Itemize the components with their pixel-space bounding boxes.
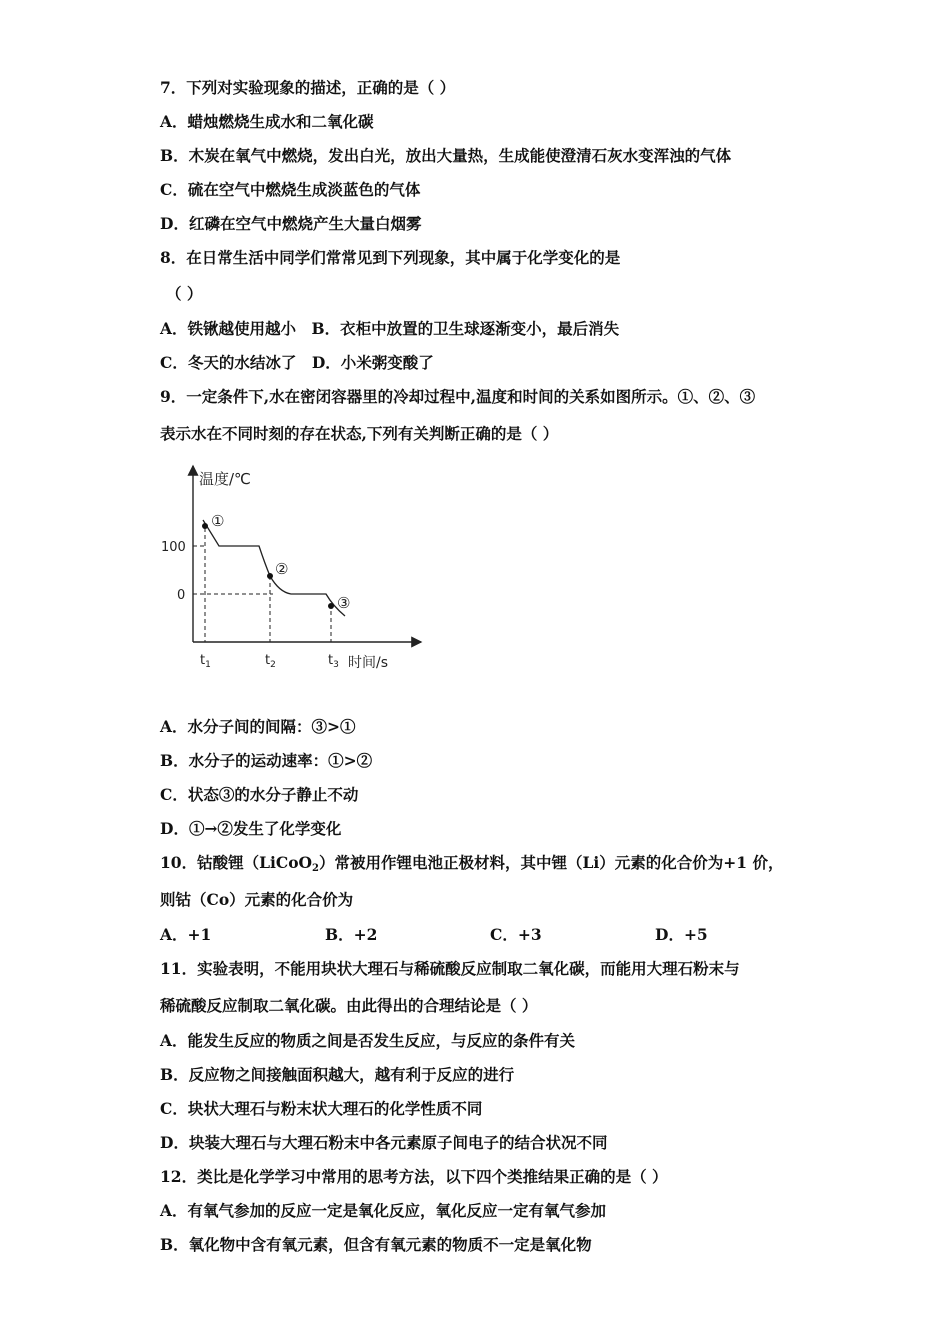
q12-stem: 12．类比是化学学习中常用的思考方法，以下四个类推结果正确的是（ ） [160,1167,668,1186]
point-3 [328,603,334,609]
y-tick-100: 100 [161,540,186,555]
point-label-3: ③ [337,594,351,612]
q11-option-c: C．块状大理石与粉末状大理石的化学性质不同 [160,1099,483,1118]
q9-option-d: D．①→②发生了化学变化 [160,819,342,838]
q12-option-a: A．有氧气参加的反应一定是氧化反应，氧化反应一定有氧气参加 [160,1201,607,1220]
q7-option-d: D．红磷在空气中燃烧产生大量白烟雾 [160,214,422,233]
q11-option-a: A．能发生反应的物质之间是否发生反应，与反应的条件有关 [160,1031,576,1050]
x-tick-t1: $t_1$ [200,653,211,670]
point-2 [267,573,273,579]
q9-option-a: A．水分子间的间隔：③>① [160,717,356,736]
temperature-time-chart [155,460,435,675]
q10-option-d: D．+5 [655,925,708,944]
q8-option-cd: C．冬天的水结冰了 D．小米粥变酸了 [160,353,434,372]
q11-option-d: D．块装大理石与大理石粉末中各元素原子间电子的结合状况不同 [160,1133,608,1152]
q7-option-a: A．蜡烛燃烧生成水和二氧化碳 [160,112,374,131]
q9-stem-line2: 表示水在不同时刻的存在状态,下列有关判断正确的是（ ） [160,424,559,443]
q10-stem-line1: 10．钴酸锂（LiCoO$_2$）常被用作锂电池正极材料，其中锂（Li）元素的化合价为+1 价， [160,853,784,874]
y-tick-0: 0 [177,588,186,603]
x-tick-t2: $t_2$ [265,653,276,670]
q11-stem-line2: 稀硫酸反应制取二氧化碳。由此得出的合理结论是（ ） [160,996,538,1015]
q11-option-b: B．反应物之间接触面积越大，越有利于反应的进行 [160,1065,515,1084]
q9-stem-line1: 9．一定条件下,水在密闭容器里的冷却过程中,温度和时间的关系如图所示。①、②、③ [160,387,756,406]
q10-option-a: A．+1 [160,925,212,944]
q8-option-ab: A．铁锹越使用越小 B．衣柜中放置的卫生球逐渐变小，最后消失 [160,319,620,338]
x-axis-label: 时间/s [348,655,389,671]
q10-option-b: B．+2 [325,925,378,944]
q8-paren: （ ） [166,284,203,303]
point-label-2: ② [275,560,289,578]
point-1 [202,523,208,529]
q12-option-b: B．氧化物中含有氧元素，但含有氧元素的物质不一定是氧化物 [160,1235,592,1254]
q7-stem: 7．下列对实验现象的描述，正确的是（ ） [160,78,456,97]
q8-stem: 8．在日常生活中同学们常常见到下列现象，其中属于化学变化的是 [160,248,621,267]
q10-option-c: C．+3 [490,925,542,944]
x-tick-t3: $t_3$ [328,653,339,670]
y-axis-label: 温度/℃ [199,470,251,488]
q7-option-b: B．木炭在氧气中燃烧，发出白光，放出大量热，生成能使澄清石灰水变浑浊的气体 [160,146,732,165]
q7-option-c: C．硫在空气中燃烧生成淡蓝色的气体 [160,180,421,199]
q11-stem-line1: 11．实验表明，不能用块状大理石与稀硫酸反应制取二氧化碳，而能用大理石粉末与 [160,959,740,978]
cooling-curve [203,520,345,616]
q9-option-c: C．状态③的水分子静止不动 [160,785,359,804]
point-label-1: ① [211,512,225,530]
q10-stem-line2: 则钴（Co）元素的化合价为 [160,890,354,909]
q9-option-b: B．水分子的运动速率：①>② [160,751,373,770]
